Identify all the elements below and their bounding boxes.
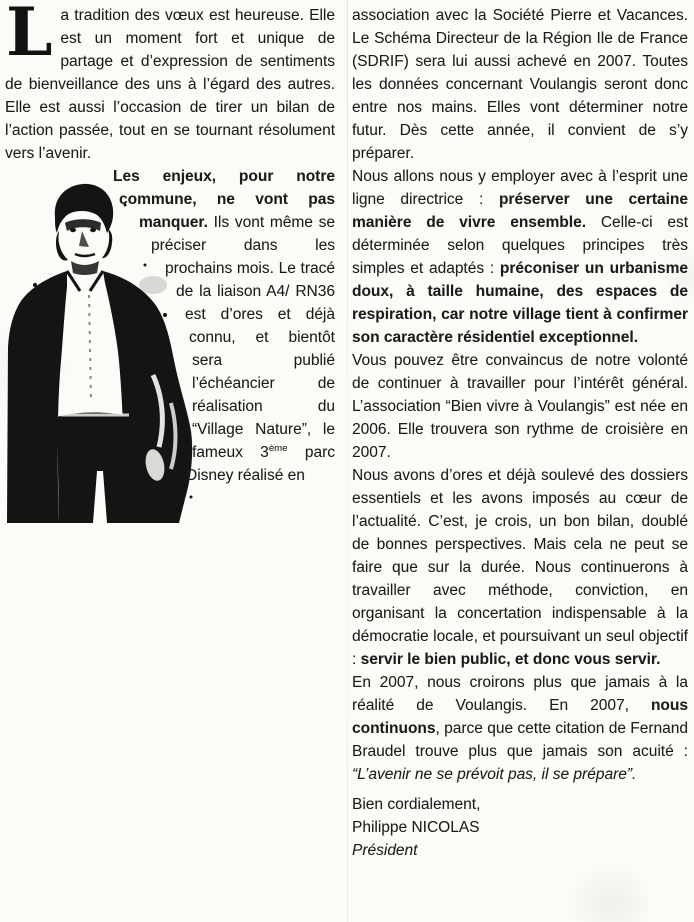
drop-cap-letter: L	[6, 0, 53, 71]
intro-paragraph	[5, 0, 335, 165]
principes-text: Celle-ci est déterminée selon quelques principes très simples et adaptés :	[352, 214, 689, 277]
column-divider	[347, 0, 348, 922]
ordinal-superscript: ème	[268, 442, 288, 454]
signature-block	[352, 793, 688, 862]
braudel-quote-italic: “L’avenir ne se prévoit pas, il se prépare”.	[352, 766, 637, 783]
enjeux-bold-text: Les enjeux, pour notre commune, ne vont pas manquer.	[113, 168, 335, 231]
photo-paragraph-block	[5, 165, 335, 487]
citation-paragraph	[352, 671, 688, 786]
nous-continuons-bold-text: nous continuons	[352, 697, 688, 737]
ligne-directrice-paragraph	[352, 165, 688, 349]
preserver-bold-text: préserver une certaine manière de vivre ensemble.	[352, 191, 688, 231]
urbanisme-bold-text: préconiser un urbanisme doux, à taille humaine, des espaces de respiration, car notre village tient à confirmer son caractère résidentiel exceptionnel.	[352, 260, 688, 346]
en-2007-text: En 2007, nous croirons plus que jamais à la réalité de Voulangis. En 2007,	[352, 674, 688, 714]
enjeux-body-text-end: parc Disney réalisé en	[186, 444, 335, 484]
signature-role: Président	[352, 842, 418, 859]
ligne-directrice-text: Nous allons nous y employer avec à l’esprit une ligne directrice :	[352, 168, 688, 208]
left-column	[5, 0, 335, 862]
bilan-paragraph	[352, 464, 688, 671]
bilan-text: Nous avons d’ores et déjà soulevé des dossiers essentiels et les avons imposés au cœur de l’actualité. C’est, je crois, un bon bilan, doublé de bonnes perspectives. Mais cela ne peut se faire que sur la durée. Nous continuerons à travailler avec méthode, conviction, en organisant la concertation indispensable à la démocratie locale, et poursuivant un seul objectif :	[352, 467, 688, 668]
intro-text: a tradition des vœux est heureuse. Elle est un moment fort et unique de partage et d’expression de sentiments de bienveillance des uns à l’égard des autres. Elle est aussi l’occasion de tirer un bilan de l’action passée, tout en se tournant résolument vers l’avenir.	[5, 7, 335, 162]
signature-name: Philippe NICOLAS	[352, 819, 480, 836]
braudel-text: , parce que cette citation de Fernand Braudel trouve plus que jamais son acuité :	[352, 720, 688, 760]
closing-salutation: Bien cordialement,	[352, 796, 481, 813]
right-column	[352, 4, 688, 862]
association-paragraph: Vous pouvez être convaincus de notre volonté de continuer à travailler pour l’intérêt général. L’association “Bien vivre à Voulangis” est née en 2006. Elle trouvera son rythme de croisière en 2007.	[352, 352, 688, 461]
servir-bold-text: servir le bien public, et donc vous servir.	[360, 651, 661, 668]
enjeux-body-text: Ils vont même se préciser dans les prochains mois. Le tracé de la liaison A4/ RN36 est d’ores et déjà connu, et bientôt sera publié l’échéancier de réalisation du “Village Nature”, le fameux 3	[151, 214, 335, 461]
continuation-paragraph: association avec la Société Pierre et Vacances. Le Schéma Directeur de la Région Ile de France (SDRIF) sera lui aussi achevé en 2007. Toutes les données concernant Voulangis seront donc entre nos mains. Elles vont déterminer notre futur. Dès cette année, il convient de s’y préparer.	[352, 7, 688, 162]
